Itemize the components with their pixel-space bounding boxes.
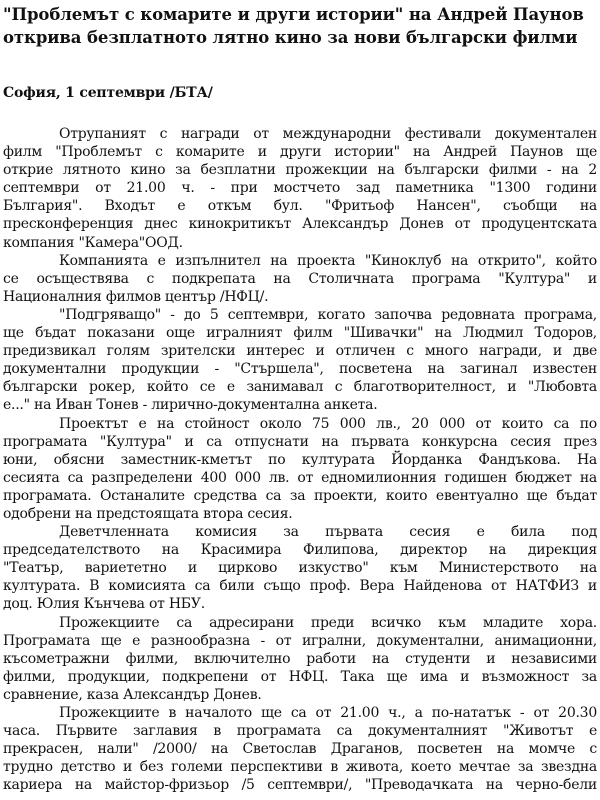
text-line: "Театър, вариететно и цирково изкуство" към Министерството на: [3, 560, 597, 577]
text-line: кариера на майстор-фризьор /5 септември/, "Преводачката на черно-бели: [3, 777, 597, 794]
text-line: е..." на Иван Тонев - лирично-документална анкета.: [3, 397, 378, 414]
paragraph: [3, 415, 597, 524]
text-line: прекрасен, нали" /2000/ на Светослав Драганов, посветен на момче с: [3, 741, 597, 758]
paragraph: [3, 252, 597, 306]
title-line: "Проблемът с комарите и други истории" на Андрей Паунов: [3, 5, 584, 24]
text-line: България". Входът е откъм бул. "Фритьоф Нансен", съобщи на: [3, 198, 597, 215]
text-line: септември от 21.00 ч. - при мостчето зад паметника "1300 години: [3, 180, 597, 197]
text-line: филм "Проблемът с комарите и други истории" на Андрей Паунов ще: [3, 144, 597, 161]
text-line: ще бъдат показани още игралният филм "Шивачки" на Людмил Тодоров,: [3, 325, 597, 342]
text-line: компания "Камера"ООД.: [3, 234, 183, 251]
text-line: одобрени на предстоящата втора сесия.: [3, 505, 293, 522]
text-line: сравнение, каза Александър Донев.: [3, 686, 262, 703]
document-page: [3, 0, 597, 794]
paragraph: [3, 704, 597, 794]
text-line: Националния филмов център /НФЦ/.: [3, 288, 269, 305]
text-line: Отрупаният с награди от международни фестивали документален: [59, 126, 597, 142]
text-line: пресконференция днес кинокритикът Александър Донев от продуцентската: [3, 216, 597, 233]
text-line: Деветчленната комисия за първата сесия е била под: [59, 524, 597, 541]
text-line: сесията са разпределени 400 000 лв. от едномилионния годишен бюджет на: [3, 469, 597, 486]
text-line: културата. В комисията са били също проф. Вера Найденова от НАТФИЗ и: [3, 578, 597, 595]
text-line: Прожекциите са адресирани преди всичко към младите хора.: [59, 614, 597, 631]
text-line: Проектът е на стойност около 75 000 лв., 20 000 от които са по: [59, 415, 597, 432]
text-line: часа. Първите заглавия в програмата са документалният "Животът е: [3, 723, 597, 740]
article-title: [3, 3, 597, 49]
dateline: София, 1 септември /БТА/: [3, 85, 213, 101]
paragraph: [3, 523, 597, 613]
text-line: открие лятното кино за безплатни прожекции на български филми - на 2: [3, 162, 597, 179]
text-line: късометражни филми, включително работи на студенти и независими: [3, 650, 597, 667]
paragraph: [3, 125, 597, 252]
text-line: председателството на Красимира Филипова, директор на дирекция: [3, 542, 597, 559]
text-line: Програмата ще е разнообразна - от игрални, документални, анимационни,: [3, 632, 597, 649]
paragraph: [3, 306, 597, 415]
text-line: се осъществява с подкрепата на Столичната програма "Култура" и: [3, 270, 597, 287]
paragraph: [3, 614, 597, 704]
text-line: юни, обясни заместник-кметът по културата Йорданка Фандъкова. На: [3, 451, 597, 468]
text-line: трудно детство и без големи перспективи в живота, което мечтае за звездна: [3, 759, 597, 776]
text-line: "Подгряващо" - до 5 септември, когато започва редовната програма,: [59, 306, 597, 323]
text-line: български рокер, който се е занимавал с благотворителност, и "Любовта: [3, 379, 597, 396]
text-line: филми, продукции, подкрепени от НФЦ. Така ще има и възможност за: [3, 668, 597, 685]
text-line: предизвикал голям зрителски интерес и отличен с много награди, и две: [3, 343, 597, 360]
article-body: [3, 125, 597, 794]
title-line: открива безплатното лятно кино за нови български филми: [3, 28, 578, 47]
text-line: Прожекциите в началото ще са от 21.00 ч., а по-нататък - от 20.30: [59, 705, 597, 721]
text-line: доц. Юлия Кънчева от НБУ.: [3, 596, 205, 613]
text-line: документални продукции - "Стършела", посветена на загинал известен: [3, 361, 597, 378]
text-line: програмата "Култура" и са отпуснати на първата конкурсна сесия през: [3, 433, 597, 450]
text-line: програмата. Останалите средства са за проекти, които евентуално ще бъдат: [3, 487, 597, 504]
text-line: Компанията е изпълнител на проекта "Киноклуб на открито", който: [59, 252, 597, 269]
